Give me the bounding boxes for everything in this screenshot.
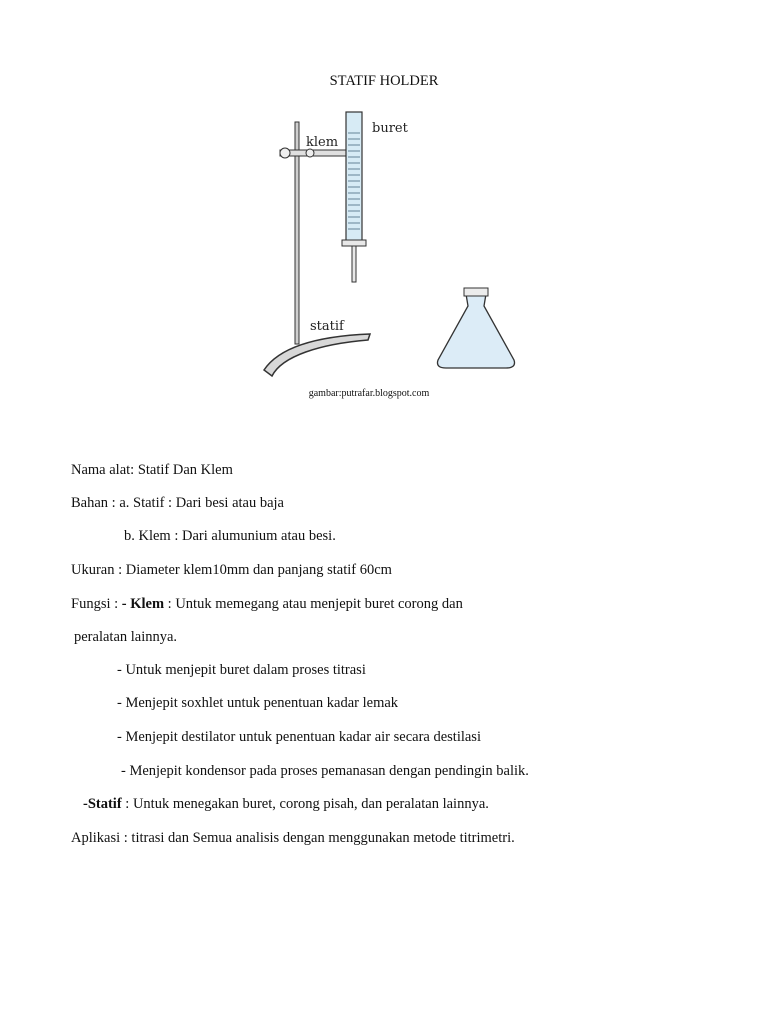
buret-tube bbox=[346, 112, 362, 242]
fungsi-line bbox=[71, 595, 463, 613]
list-item: - Menjepit soxhlet untuk penentuan kadar lemak bbox=[117, 695, 399, 711]
label-statif: statif bbox=[310, 319, 344, 334]
statif-text: : Untuk menegakan buret, corong pisah, dan peralatan lainnya. bbox=[121, 796, 489, 812]
erlenmeyer-flask bbox=[437, 294, 514, 368]
fungsi-klem-label: - Klem bbox=[121, 596, 165, 612]
nama-alat-line: Nama alat: Statif Dan Klem bbox=[71, 462, 233, 478]
aplikasi-line: Aplikasi : titrasi dan Semua analisis dengan menggunakan metode titrimetri. bbox=[71, 830, 515, 846]
label-klem: klem bbox=[306, 135, 339, 150]
label-buret: buret bbox=[372, 121, 408, 136]
page-title: STATIF HOLDER bbox=[329, 73, 439, 89]
list-item: - Menjepit kondensor pada proses pemanasan dengan pendingin balik. bbox=[121, 763, 529, 779]
statif-line bbox=[83, 795, 489, 813]
list-item: - Menjepit destilator untuk penentuan kadar air secara destilasi bbox=[117, 729, 481, 745]
fungsi-klem-text: : Untuk memegang atau menjepit buret corong dan bbox=[164, 596, 463, 612]
statif-label: -Statif bbox=[83, 796, 122, 812]
list-item: - Untuk menjepit buret dalam proses titrasi bbox=[117, 662, 366, 678]
figure-caption: gambar:putrafar.blogspot.com bbox=[308, 388, 430, 399]
bahan-a-line: Bahan : a. Statif : Dari besi atau baja bbox=[71, 495, 284, 511]
statif-drawing bbox=[250, 108, 530, 383]
statif-base bbox=[264, 334, 370, 376]
ukuran-line: Ukuran : Diameter klem10mm dan panjang statif 60cm bbox=[71, 562, 392, 578]
fungsi-continuation: peralatan lainnya. bbox=[74, 629, 178, 645]
statif-illustration bbox=[250, 108, 530, 383]
fungsi-prefix: Fungsi : bbox=[71, 596, 122, 612]
bahan-b-line: b. Klem : Dari alumunium atau besi. bbox=[124, 528, 336, 544]
